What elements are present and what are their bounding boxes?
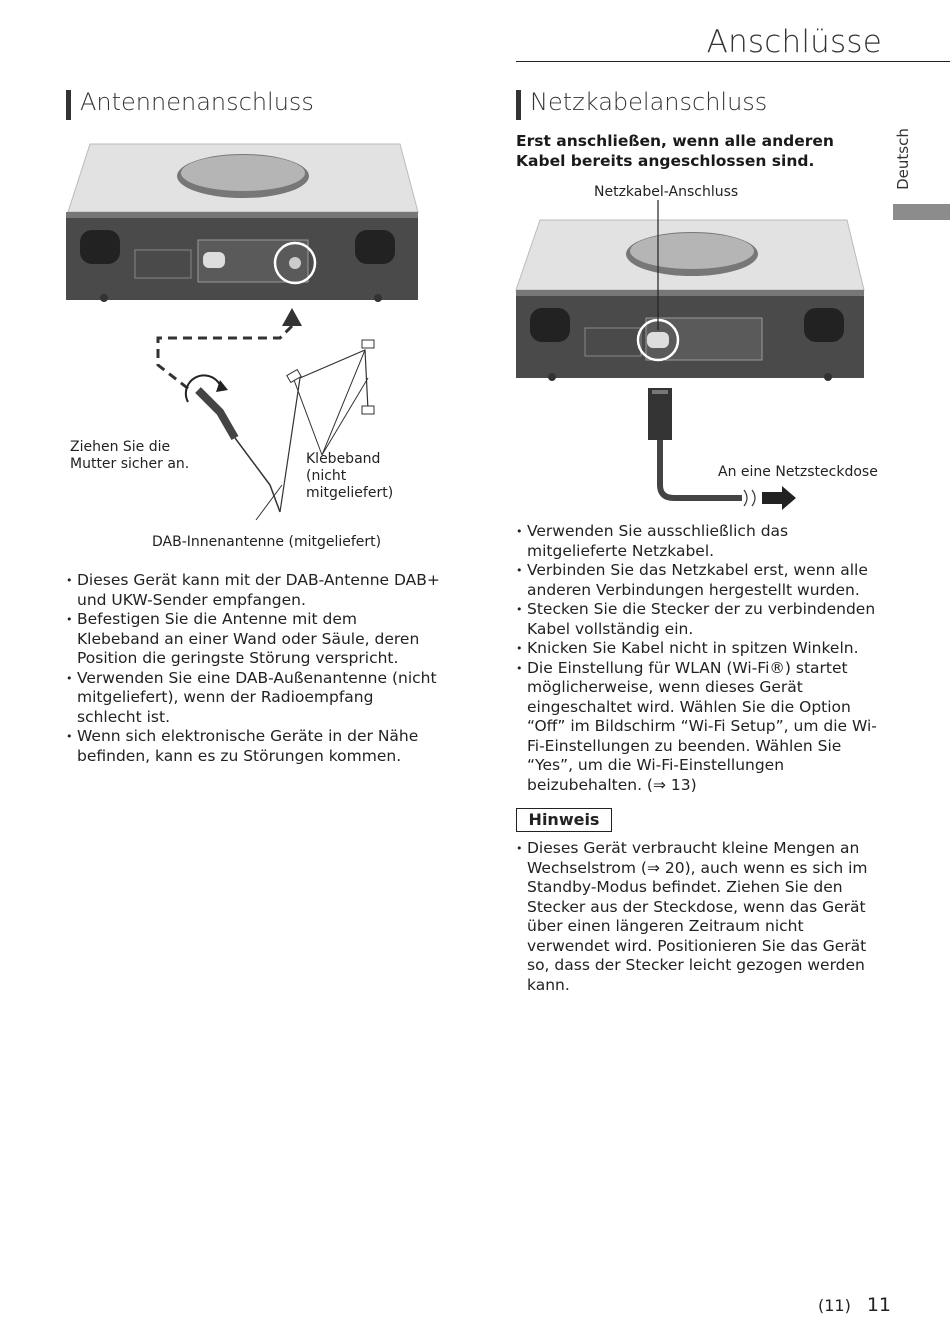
list-item: • Verwenden Sie ausschließlich das mitgelieferte Netzkabel. bbox=[516, 522, 886, 561]
antenna-section-title: Antennenanschluss bbox=[66, 88, 314, 116]
chapter-rule bbox=[516, 61, 950, 62]
page-number-value: 11 bbox=[866, 1294, 892, 1316]
callout-power-port: Netzkabel-Anschluss bbox=[594, 184, 739, 200]
list-item: • Befestigen Sie die Antenne mit dem Klebeband an einer Wand oder Säule, deren Position die geringste Störung verspricht. bbox=[66, 610, 441, 669]
list-item: • Knicken Sie Kabel nicht in spitzen Winkeln. bbox=[516, 639, 886, 659]
list-item: • Dieses Gerät kann mit der DAB-Antenne DAB+ und UKW-Sender empfangen. bbox=[66, 571, 441, 610]
language-tab-bar bbox=[893, 204, 950, 220]
power-section-title: Netzkabelanschluss bbox=[516, 88, 767, 116]
note-heading: Hinweis bbox=[516, 808, 612, 832]
language-tab-label: Deutsch bbox=[894, 128, 912, 190]
antenna-notes-list bbox=[66, 571, 441, 766]
page-number bbox=[818, 1294, 891, 1316]
language-tab bbox=[888, 118, 914, 208]
callout-adhesive-tape: Klebeband (nicht mitgeliefert) bbox=[306, 451, 394, 501]
list-item: • Die Einstellung für WLAN (Wi-Fi®) startet möglicherweise, wenn dieses Gerät eingeschaltet wird. Wählen Sie die Option “Off” im Bildschirm “Wi-Fi Setup”, um die Wi-Fi-Einstellungen zu beenden. Wählen Sie “Yes”, um die Wi-Fi-Einstellungen beizubehalten. (⇒ 13) bbox=[516, 659, 886, 796]
list-item: • Stecken Sie die Stecker der zu verbindenden Kabel vollständig ein. bbox=[516, 600, 886, 639]
list-item: • Wenn sich elektronische Geräte in der Nähe befinden, kann es zu Störungen kommen. bbox=[66, 727, 441, 766]
power-notes-list bbox=[516, 522, 886, 795]
note-list bbox=[516, 839, 886, 995]
list-item: • Dieses Gerät verbraucht kleine Mengen an Wechselstrom (⇒ 20), auch wenn es sich im Standby-Modus befindet. Ziehen Sie den Stecker aus der Steckdose, wenn das Gerät über einen längeren Zeitraum nicht verwendet wird. Positionieren Sie das Gerät so, dass der Stecker leicht gezogen werden kann. bbox=[516, 839, 886, 995]
list-item: • Verbinden Sie das Netzkabel erst, wenn alle anderen Verbindungen hergestellt wurden. bbox=[516, 561, 886, 600]
list-item: • Verwenden Sie eine DAB-Außenantenne (nicht mitgeliefert), wenn der Radioempfang schlecht ist. bbox=[66, 669, 441, 728]
chapter-title: Anschlüsse bbox=[706, 24, 882, 60]
callout-power-outlet: An eine Netzsteckdose bbox=[718, 464, 878, 480]
page-reference: (11) bbox=[818, 1296, 851, 1315]
callout-dab-indoor-antenna: DAB-Innenantenne (mitgeliefert) bbox=[152, 534, 382, 550]
power-intro-text: Erst anschließen, wenn alle anderen Kabel bereits angeschlossen sind. bbox=[516, 132, 834, 170]
callout-tighten-nut: Ziehen Sie die Mutter sicher an. bbox=[70, 439, 190, 472]
